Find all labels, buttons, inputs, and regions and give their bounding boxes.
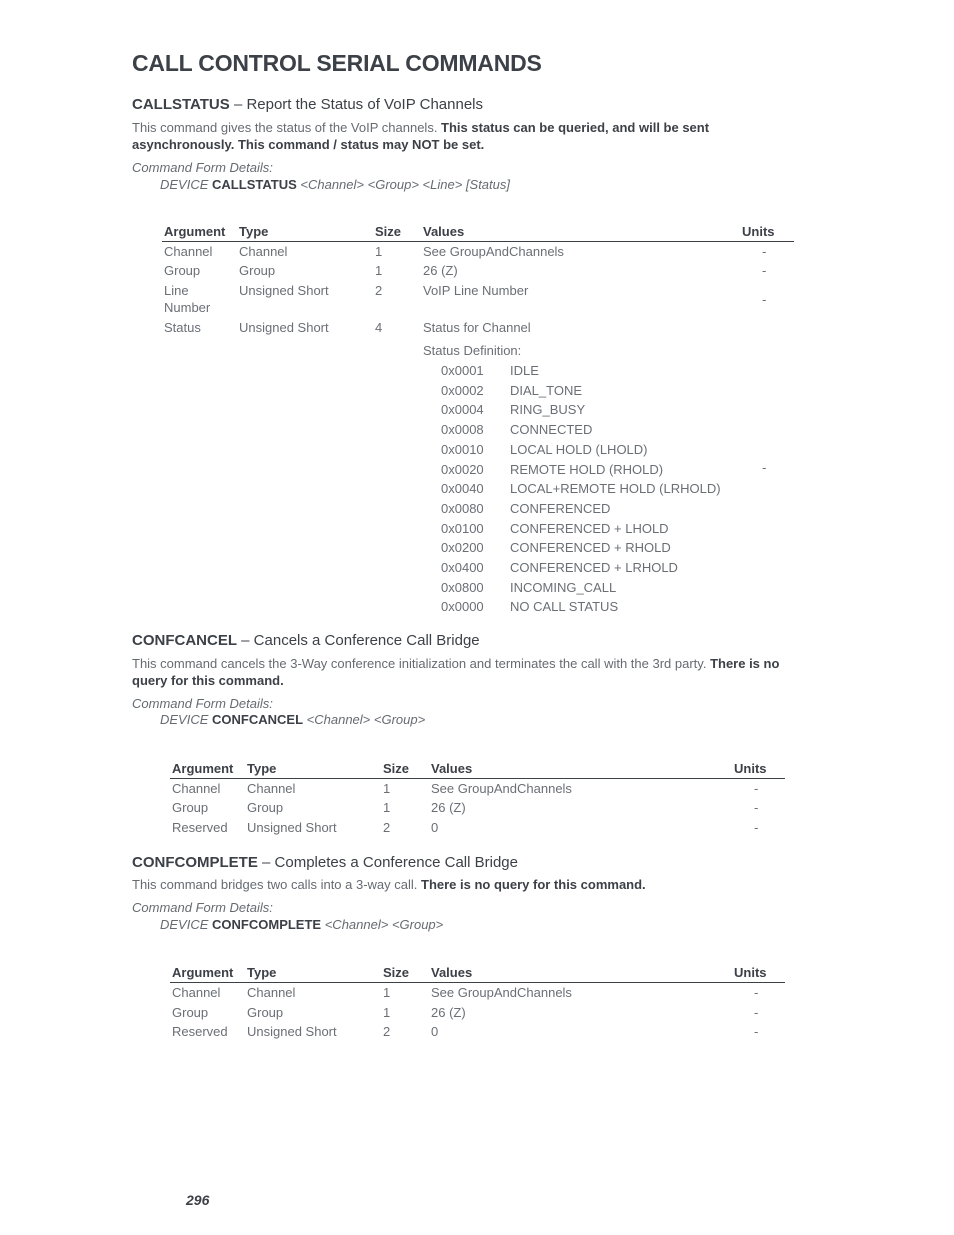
table-cell-argument: Group (172, 1005, 209, 1020)
table-cell-units: - (762, 460, 767, 475)
table-cell-units: - (762, 244, 767, 259)
table-cell-argument-cont: Number (164, 300, 211, 315)
status-code: 0x0008 (441, 422, 484, 438)
table-cell-size: 1 (375, 244, 383, 259)
table-cell-type: Group (239, 263, 276, 278)
command-name: CONFCOMPLETE (132, 854, 258, 871)
table-cell-units: - (754, 800, 759, 815)
table-cell-size: 1 (383, 781, 391, 796)
col-header-values: Values (431, 761, 473, 776)
table-cell-type: Group (247, 1005, 284, 1020)
col-header-argument: Argument (164, 224, 226, 239)
status-code: 0x0004 (441, 402, 484, 418)
status-name: DIAL_TONE (510, 382, 583, 398)
status-name: CONFERENCED + LRHOLD (510, 560, 678, 575)
status-name: LOCAL HOLD (LHOLD) (510, 441, 648, 457)
page-number: 296 (186, 1192, 210, 1208)
table-cell-size: 1 (383, 985, 391, 1000)
table-cell-type: Unsigned Short (247, 1024, 337, 1039)
table-cell-argument: Status (164, 320, 201, 335)
status-code: 0x0080 (441, 500, 484, 516)
table-cell-argument: Reserved (172, 820, 228, 835)
command-form-syntax: DEVICE CALLSTATUS <Channel> <Group> <Line> [Status] (160, 177, 510, 192)
section-heading-confcomplete (132, 854, 518, 871)
status-code: 0x0000 (441, 599, 484, 615)
status-code: 0x0800 (441, 579, 484, 595)
status-name: INCOMING_CALL (510, 579, 617, 595)
table-cell-argument: Line (164, 283, 189, 298)
col-header-type: Type (247, 965, 277, 980)
table-cell-size: 4 (375, 320, 383, 335)
col-header-units: Units (734, 965, 767, 980)
col-header-units: Units (742, 224, 775, 239)
command-summary: – Report the Status of VoIP Channels (233, 96, 483, 113)
status-name: IDLE (510, 363, 539, 378)
table-cell-argument: Channel (164, 244, 213, 259)
table-cell-units: - (754, 1024, 759, 1039)
status-code: 0x0001 (441, 363, 484, 378)
section-description: This command cancels the 3-Way conference initialization and terminates the call with the 3rd party. There is no query for this command. (132, 656, 780, 688)
status-name: CONFERENCED + LHOLD (510, 520, 669, 536)
table-cell-units: - (762, 292, 767, 307)
table-cell-argument: Group (172, 800, 209, 815)
status-name: NO CALL STATUS (510, 599, 619, 615)
command-name: CONFCANCEL (132, 632, 237, 649)
header-rule (162, 241, 794, 242)
table-cell-size: 2 (375, 283, 383, 298)
table-cell-size: 1 (383, 800, 391, 815)
status-definition-label: Status Definition: (423, 343, 522, 358)
col-header-argument: Argument (172, 965, 234, 980)
table-cell-type: Unsigned Short (239, 283, 329, 298)
col-header-size: Size (383, 761, 410, 776)
table-cell-values: See GroupAndChannels (423, 244, 564, 259)
table-cell-values: See GroupAndChannels (431, 985, 572, 1000)
command-form-syntax: DEVICE CONFCANCEL <Channel> <Group> (160, 712, 426, 727)
table-cell-values: Status for Channel (423, 320, 531, 335)
col-header-values: Values (423, 224, 465, 239)
status-name: LOCAL+REMOTE HOLD (LRHOLD) (510, 481, 721, 497)
table-cell-argument: Channel (172, 985, 221, 1000)
status-name: CONFERENCED + RHOLD (510, 540, 671, 556)
status-code: 0x0020 (441, 461, 484, 477)
table-cell-values: 26 (Z) (423, 263, 458, 278)
table-cell-type: Group (247, 800, 284, 815)
status-code: 0x0100 (441, 520, 484, 536)
page-title: CALL CONTROL SERIAL COMMANDS (132, 50, 542, 76)
table-cell-units: - (762, 263, 767, 278)
table-cell-argument: Reserved (172, 1024, 228, 1039)
table-cell-size: 2 (383, 820, 391, 835)
table-cell-values: 0 (431, 1024, 439, 1039)
table-cell-size: 1 (375, 263, 383, 278)
table-cell-type: Channel (247, 781, 296, 796)
table-cell-argument: Group (164, 263, 201, 278)
col-header-size: Size (383, 965, 410, 980)
table-cell-units: - (754, 1005, 759, 1020)
table-cell-type: Channel (247, 985, 296, 1000)
table-cell-values: 26 (Z) (431, 800, 466, 815)
status-code: 0x0040 (441, 481, 484, 497)
table-cell-units: - (754, 781, 759, 796)
table-cell-size: 2 (383, 1024, 391, 1039)
command-form-syntax: DEVICE CONFCOMPLETE <Channel> <Group> (160, 917, 444, 932)
status-code: 0x0400 (441, 560, 484, 575)
command-form-label: Command Form Details: (132, 696, 273, 711)
table-cell-units: - (754, 820, 759, 835)
command-form-label: Command Form Details: (132, 900, 273, 915)
status-code: 0x0200 (441, 540, 484, 556)
header-rule (170, 778, 785, 779)
status-name: CONNECTED (510, 422, 593, 438)
status-name: REMOTE HOLD (RHOLD) (510, 461, 664, 477)
status-code: 0x0010 (441, 441, 484, 457)
table-cell-values: See GroupAndChannels (431, 781, 572, 796)
col-header-type: Type (239, 224, 269, 239)
table-cell-values: 26 (Z) (431, 1005, 466, 1020)
col-header-size: Size (375, 224, 402, 239)
col-header-values: Values (431, 965, 473, 980)
table-cell-size: 1 (383, 1005, 391, 1020)
table-cell-values: VoIP Line Number (423, 283, 529, 298)
col-header-argument: Argument (172, 761, 234, 776)
command-summary: – Completes a Conference Call Bridge (262, 854, 518, 871)
table-cell-values: 0 (431, 820, 439, 835)
command-form-label: Command Form Details: (132, 160, 273, 175)
col-header-type: Type (247, 761, 277, 776)
command-name: CALLSTATUS (132, 96, 230, 113)
section-description: This command bridges two calls into a 3-way call. There is no query for this command. (132, 877, 646, 892)
status-name: RING_BUSY (510, 402, 586, 418)
section-heading-callstatus (132, 96, 483, 113)
command-summary: – Cancels a Conference Call Bridge (241, 632, 480, 649)
col-header-units: Units (734, 761, 767, 776)
status-name: CONFERENCED (510, 500, 611, 516)
header-rule (170, 982, 785, 983)
table-cell-type: Unsigned Short (247, 820, 337, 835)
table-cell-argument: Channel (172, 781, 221, 796)
table-cell-type: Unsigned Short (239, 320, 329, 335)
status-code: 0x0002 (441, 382, 484, 398)
table-cell-type: Channel (239, 244, 288, 259)
table-cell-units: - (754, 985, 759, 1000)
section-description: This command gives the status of the VoIP channels. This status can be queried, and will be sent asynchronously. This command / status may NOT be set. (132, 120, 710, 152)
section-heading-confcancel (132, 632, 480, 649)
